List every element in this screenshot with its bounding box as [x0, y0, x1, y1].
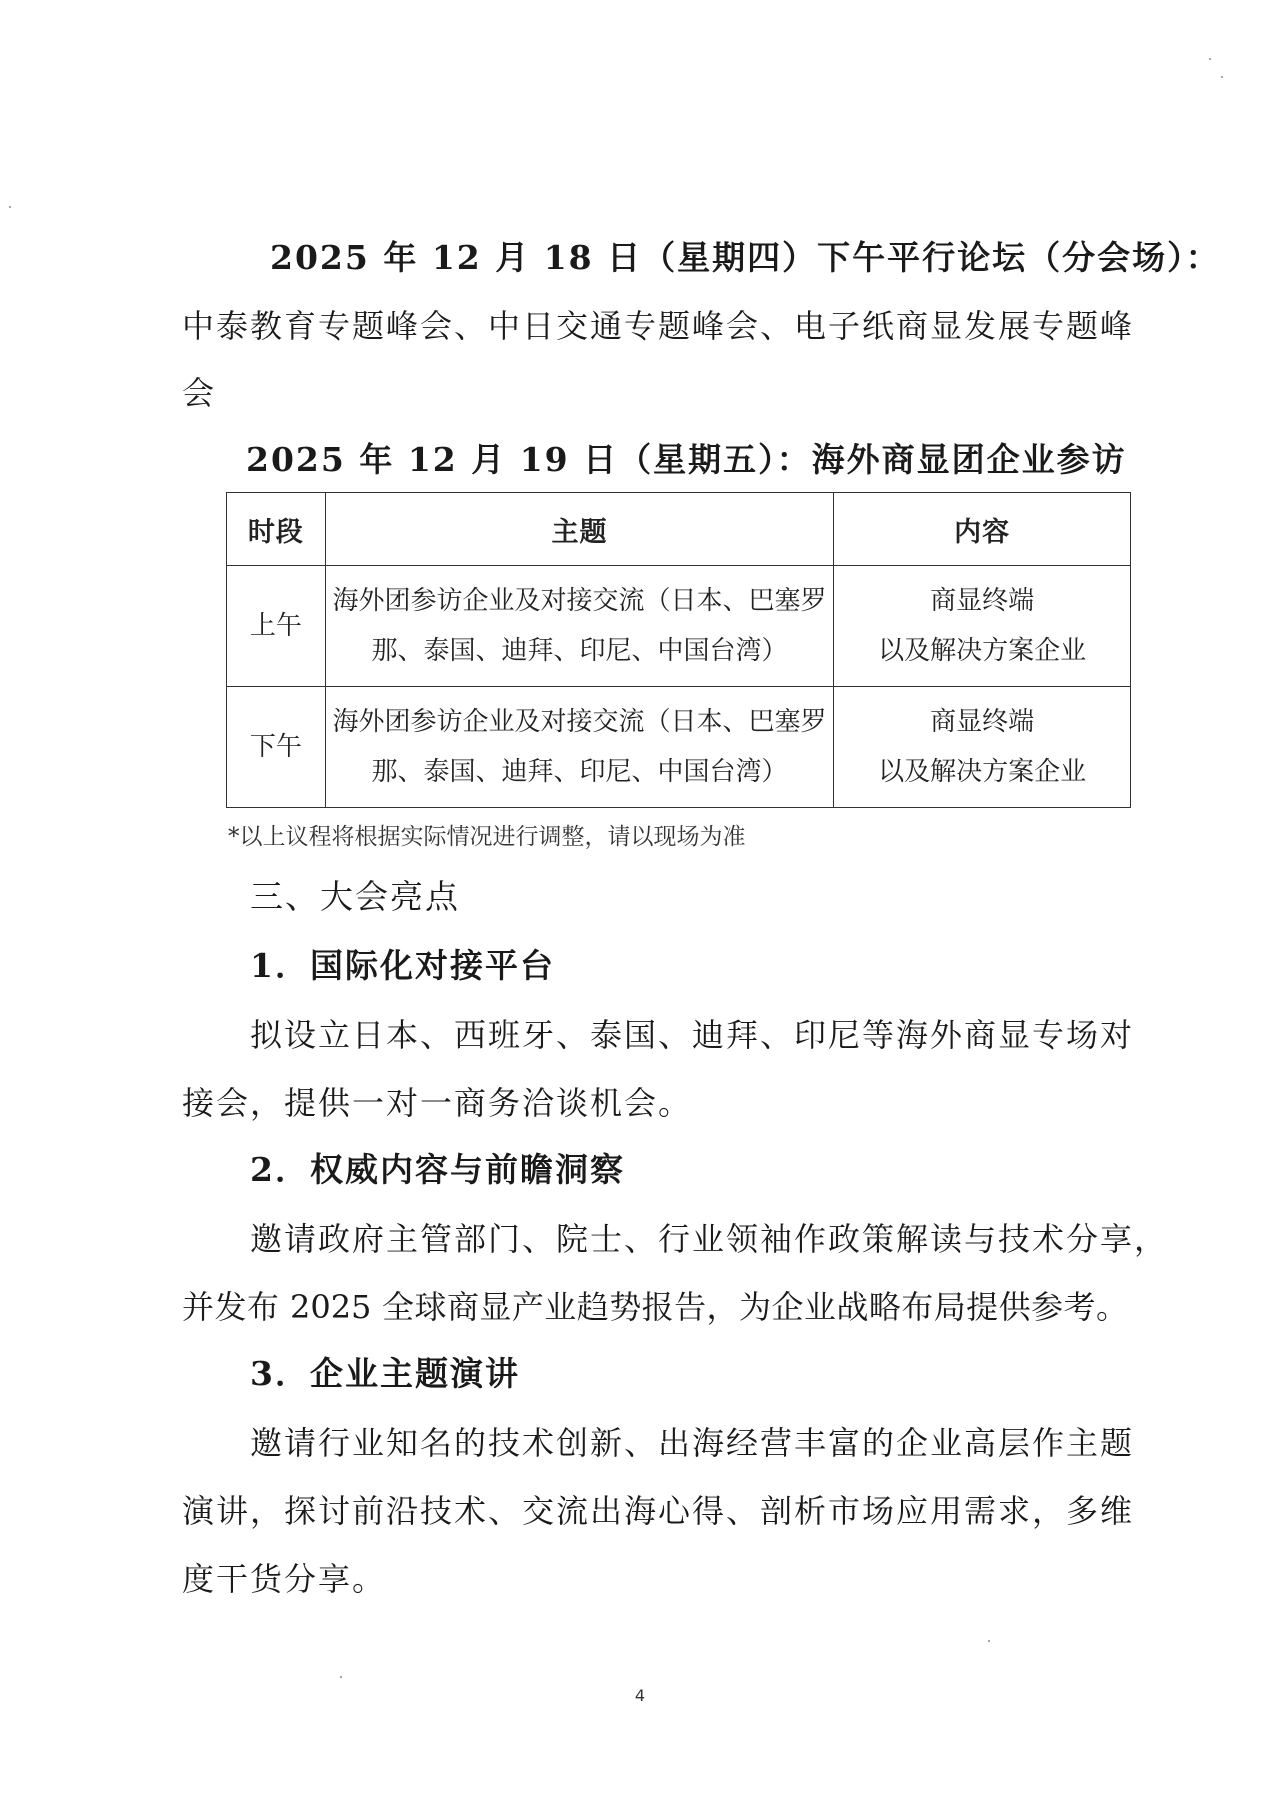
content-line: 商显终端 — [930, 586, 1035, 616]
table-row — [227, 687, 1131, 808]
content-line: 商显终端 — [930, 707, 1035, 737]
dec18-schedule-heading: 2025 年 12 月 18 日（星期四）下午平行论坛（分会场）： — [270, 238, 1221, 277]
highlight-title-2: 2．权威内容与前瞻洞察 — [250, 1150, 625, 1189]
dec18-topics-line2: 会 — [182, 374, 217, 412]
highlight-body-1-line2: 接会，提供一对一商务洽谈机会。 — [182, 1084, 693, 1122]
highlight-title-1: 1．国际化对接平台 — [250, 946, 555, 985]
table-row — [227, 566, 1131, 687]
dec19-schedule-heading: 2025 年 12 月 19 日（星期五）：海外商显团企业参访 — [246, 440, 1127, 479]
topic-line: 那、泰国、迪拜、印尼、中国台湾） — [371, 636, 788, 666]
schedule-table — [226, 492, 1131, 808]
page-number: 4 — [634, 1686, 646, 1705]
highlight-body-3-line3: 度干货分享。 — [182, 1560, 387, 1598]
header-topic: 主题 — [325, 493, 834, 566]
header-content: 内容 — [834, 493, 1131, 566]
highlight-title-3: 3．企业主题演讲 — [250, 1354, 520, 1393]
topic-line: 那、泰国、迪拜、印尼、中国台湾） — [371, 757, 788, 787]
topic-line: 海外团参访企业及对接交流（日本、巴塞罗 — [332, 586, 827, 616]
scan-speck — [988, 1640, 990, 1642]
content-cell — [834, 566, 1131, 687]
table-header-row — [227, 493, 1131, 566]
table-note: *以上议程将根据实际情况进行调整，请以现场为准 — [228, 824, 746, 850]
topic-line: 海外团参访企业及对接交流（日本、巴塞罗 — [332, 707, 827, 737]
highlight-body-2-line1: 邀请政府主管部门、院士、行业领袖作政策解读与技术分享， — [250, 1220, 1169, 1258]
topic-cell — [325, 687, 834, 808]
scan-speck — [1221, 76, 1223, 78]
section-heading: 三、大会亮点 — [250, 877, 460, 916]
highlight-body-1-line1: 拟设立日本、西班牙、泰国、迪拜、印尼等海外商显专场对 — [250, 1016, 1135, 1054]
highlight-body-2-line2: 并发布 2025 全球商显产业趋势报告，为企业战略布局提供参考。 — [182, 1288, 1128, 1326]
period-cell: 下午 — [227, 687, 326, 808]
content-line: 以及解决方案企业 — [878, 757, 1087, 787]
dec18-topics-line1: 中泰教育专题峰会、中日交通专题峰会、电子纸商显发展专题峰 — [182, 307, 1135, 345]
scan-speck — [9, 206, 11, 208]
scan-speck — [1209, 58, 1211, 60]
scan-speck — [340, 1676, 342, 1678]
highlight-body-3-line2: 演讲，探讨前沿技术、交流出海心得、剖析市场应用需求，多维 — [182, 1492, 1135, 1530]
header-period: 时段 — [227, 493, 326, 566]
period-cell: 上午 — [227, 566, 326, 687]
topic-cell — [325, 566, 834, 687]
content-cell — [834, 687, 1131, 808]
content-line: 以及解决方案企业 — [878, 636, 1087, 666]
highlight-body-3-line1: 邀请行业知名的技术创新、出海经营丰富的企业高层作主题 — [250, 1424, 1135, 1462]
